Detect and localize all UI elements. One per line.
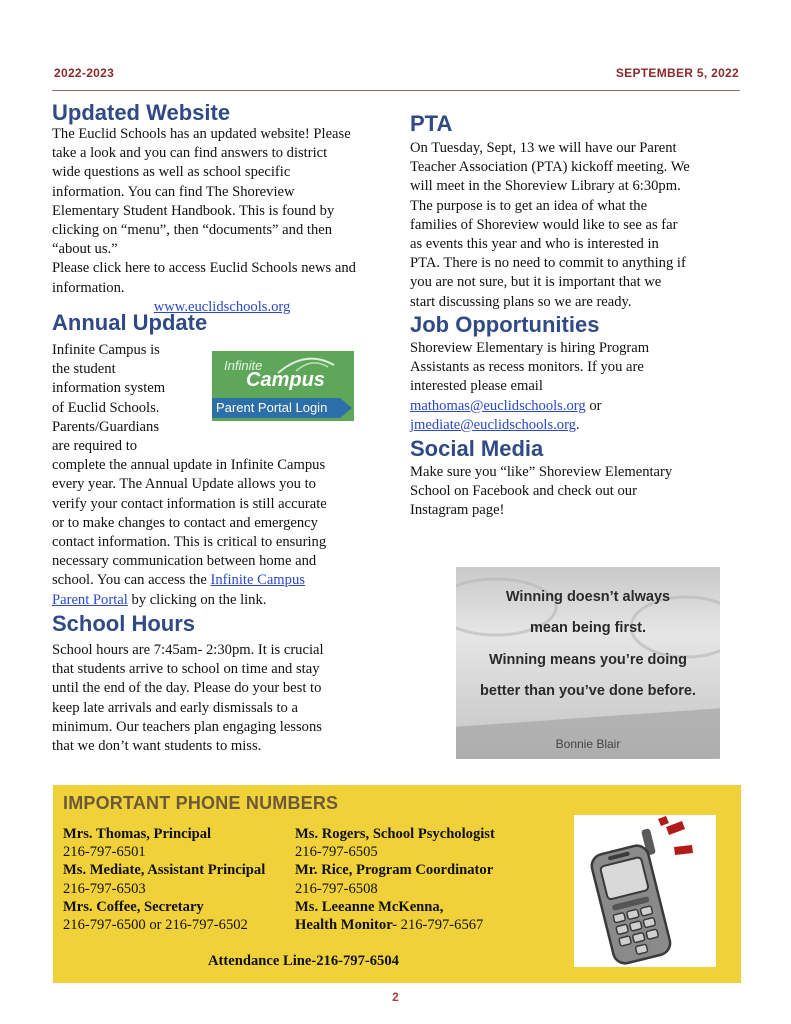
contact-number: 216-797-6508: [295, 880, 378, 897]
quote-line-2: mean being first.: [529, 620, 647, 636]
social-heading: Social Media: [410, 436, 544, 461]
contact-number: 216-797-6567: [397, 917, 484, 934]
contact-name: Mrs. Coffee, Secretary: [63, 898, 204, 915]
pta-heading: PTA: [410, 111, 453, 136]
infinite-campus-logo[interactable]: [212, 351, 354, 421]
header-date: SEPTEMBER 5, 2022: [615, 66, 739, 80]
logo-swoosh-icon: [276, 355, 336, 377]
quote-line-3: Winning means you’re doing: [488, 652, 688, 668]
phone-box-title: IMPORTANT PHONE NUMBERS: [63, 793, 339, 813]
cell-phone-icon: [574, 815, 716, 967]
quote-author: Bonnie Blair: [555, 737, 621, 751]
contact-number: 216-797-6501: [63, 844, 146, 861]
jobs-body: Shoreview Elementary is hiring Program Assistants as recess monitors. If you are interested please email mathomas@euclidschools.org or jmediate@euclidschools.org.: [410, 340, 650, 433]
page-number: 2: [392, 990, 399, 1004]
cell-phone-image: [574, 815, 716, 967]
contact-role: Health Monitor-: [295, 917, 397, 934]
phone-column-right: [295, 825, 495, 934]
email-link-mediate[interactable]: jmediate@euclidschools.org: [410, 416, 576, 433]
hours-body: School hours are 7:45am- 2:30pm. It is crucial that students arrive to school on time and stay until the end of the day. Please do your best to keep late arrivals and early dismissals to a minimum. Our teachers plan engaging lessons that we don’t want students to miss.: [52, 642, 324, 755]
website-link[interactable]: www.euclidschools.org: [153, 298, 291, 315]
email-link-thomas[interactable]: mathomas@euclidschools.org: [410, 397, 586, 414]
parent-portal-login-button: Parent Portal Login: [212, 398, 340, 418]
quote-line-1: Winning doesn’t always: [505, 589, 671, 605]
social-body: Make sure you “like” Shoreview Elementary School on Facebook and check out our Instagram page!: [410, 464, 673, 519]
quote-image: [456, 567, 720, 759]
logo-campus-text: Campus: [246, 369, 325, 391]
contact-name: Ms. Mediate, Assistant Principal: [63, 862, 266, 879]
infinite-campus-link[interactable]: Infinite Campus: [210, 572, 305, 589]
phone-column-left: [63, 825, 265, 934]
quote-line-4: better than you’ve done before.: [480, 683, 696, 699]
contact-name: Mrs. Thomas, Principal: [63, 826, 212, 842]
contact-number: 216-797-6503: [63, 880, 146, 897]
hours-heading: School Hours: [52, 611, 196, 636]
contact-name: Ms. Leeanne McKenna,: [295, 898, 444, 915]
contact-name: Mr. Rice, Program Coordinator: [295, 862, 494, 879]
contact-number: 216-797-6500 or 216-797-6502: [63, 917, 248, 934]
annual-body: Infinite Campus is the student information system of Euclid Schools. Parents/Guardians are required to complete the annual update in Infinite Campus every year. The Annual Update allows you to verify your contact information is still accurate or to make changes to contact and emergency contact information. This is critical to ensuring necessary communication between home and school. You can access the Infinite Campus Parent Portal by clicking on the link.: [52, 342, 327, 608]
contact-number: 216-797-6505: [295, 844, 378, 861]
contact-name: Ms. Rogers, School Psychologist: [295, 826, 495, 842]
phone-numbers-box: [53, 785, 741, 983]
header-year: 2022-2023: [54, 66, 115, 80]
annual-heading: Annual Update: [52, 310, 208, 335]
website-heading: Updated Website: [52, 100, 231, 125]
header-rule: [52, 90, 740, 91]
website-body: The Euclid Schools has an updated website! Please take a look and you can find answers to district wide questions as well as school specific information. You can find The Shoreview Elementary Student Handbook. This is found by clicking on “menu”, then “documents” and then “about us.” Please click here to access Euclid Schools news and information. www.euclidschools.org: [52, 126, 356, 315]
arrow-icon: [340, 398, 352, 418]
attendance-line: Attendance Line-216-797-6504: [208, 953, 399, 969]
parent-portal-link[interactable]: Parent Portal: [52, 591, 128, 608]
jobs-heading: Job Opportunities: [410, 312, 600, 337]
logo-infinite-text: Infinite: [224, 358, 263, 373]
pta-body: On Tuesday, Sept, 13 we will have our Parent Teacher Association (PTA) kickoff meeting. We will meet in the Shoreview Library at 6:30pm. The purpose is to get an idea of what the families of Shoreview would like to see as far as events this year and who is interested in PTA. There is no need to commit to anything if you are not sure, but it is important that we start discussing plans so we are ready.: [410, 140, 690, 310]
